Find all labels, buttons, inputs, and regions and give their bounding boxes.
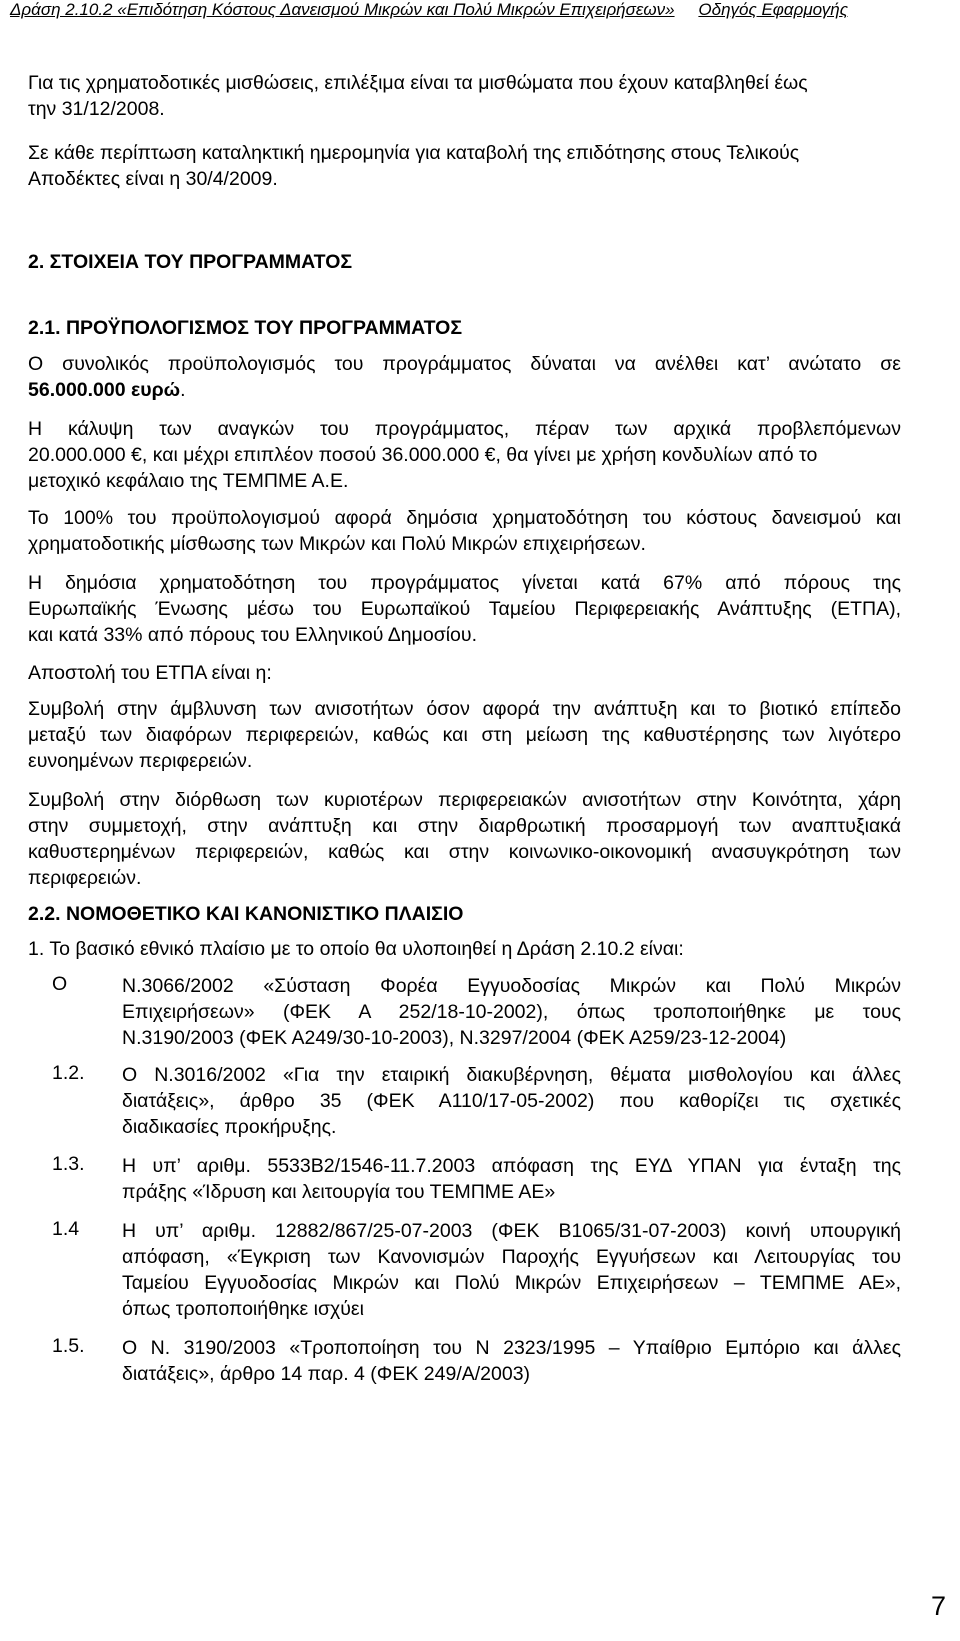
list-item: Η υπ’ αριθμ. 5533Β2/1546-11.7.2003 απόφαση της ΕΥΔ ΥΠΑΝ για ένταξη της πράξης «Ίδρυση και λειτουργία του ΤΕΜΠΜΕ ΑΕ» [122, 1155, 901, 1203]
page-number: 7 [930, 1591, 946, 1621]
paragraph-eu-funding: Η δημόσια χρηματοδότηση του προγράμματος γίνεται κατά 67% από πόρους της Ευρωπαϊκής Ένωσης μέσω του Ευρωπαϊκού Ταμείου Περιφερειακής Ανάπτυξης (ΕΤΠΑ), και κατά 33% από πόρους του Ελληνικού Δημοσίου. [28, 572, 901, 646]
list-item: Ο Ν.3016/2002 «Για την εταιρική διακυβέρνηση, θέματα μισθολογίου και άλλες διατάξεις», άρθρο 35 (ΦΕΚ Α110/17-05-2002) που καθορίζει τις σχετικές διαδικασίες προκήρυξης. [122, 1064, 901, 1138]
list-item-label: 1.3. [52, 1153, 85, 1175]
paragraph-public-funding: Το 100% του προϋπολογισμού αφορά δημόσια χρηματοδότηση του κόστους δανεισμού και χρηματοδοτικής μίσθωσης των Μικρών και Πολύ Μικρών επιχειρήσεων. [28, 507, 901, 555]
list-item-label: Ο [52, 973, 68, 995]
paragraph-leasing: Για τις χρηματοδοτικές μισθώσεις, επιλέξιμα είναι τα μισθώματα που έχουν καταβληθεί έως την 31/12/2008. [28, 72, 808, 120]
list-item: Ο Ν. 3190/2003 «Τροποποίηση του Ν 2323/1995 – Υπαίθριο Εμπόριο και άλλες διατάξεις», άρθρο 14 παρ. 4 (ΦΕΚ 249/Α/2003) [122, 1337, 901, 1385]
header-guide-label: Οδηγός Εφαρμογής [698, 0, 848, 19]
section-2-2-title: 2.2. ΝΟΜΟΘΕΤΙΚΟ ΚΑΙ ΚΑΝΟΝΙΣΤΙΚΟ ΠΛΑΙΣΙΟ [28, 903, 464, 925]
paragraph-deadline: Σε κάθε περίπτωση καταληκτική ημερομηνία για καταβολή της επιδότησης στους Τελικούς Αποδέκτες είναι η 30/4/2009. [28, 142, 800, 190]
list-item-label: 1.2. [52, 1062, 85, 1084]
budget-amount: 56.000.000 ευρώ [28, 379, 181, 401]
list-item-label: 1.5. [52, 1335, 85, 1357]
paragraph-erdf-mission: Αποστολή του ΕΤΠΑ είναι η: [28, 662, 272, 684]
paragraph-coverage: Η κάλυψη των αναγκών του προγράμματος, πέραν των αρχικά προβλεπόμενων 20.000.000 €, και μέχρι επιπλέον ποσού 36.000.000 €, θα γίνει με χρήση κονδυλίων από το μετοχικό κεφάλαιο της ΤΕΜΠΜΕ Α.Ε. [28, 418, 901, 492]
paragraph-contribution-2: Συμβολή στην διόρθωση των κυριοτέρων περιφερειακών ανισοτήτων στην Κοινότητα, χάρη στην συμμετοχή, στην ανάπτυξη και στην διαρθρωτική προσαρμογή των αναπτυξιακά καθυστερημένων περιφερειών, καθώς και στην κοινωνικο-οικονομική ανασυγκρότηση των περιφερειών. [28, 789, 901, 889]
list-item: Η υπ’ αριθμ. 12882/867/25-07-2003 (ΦΕΚ Β1065/31-07-2003) κοινή υπουργική απόφαση, «Έγκριση των Κανονισμών Παροχής Εγγυήσεων και Λειτουργίας του Ταμείου Εγγυοδοσίας Μικρών και Πολύ Μικρών Επιχειρήσεων – ΤΕΜΠΜΕ ΑΕ», όπως τροποποιήθηκε ισχύει [122, 1220, 901, 1320]
page-header [0, 0, 960, 28]
list-item: Ν.3066/2002 «Σύσταση Φορέα Εγγυοδοσίας Μικρών και Πολύ Μικρών Επιχειρήσεων» (ΦΕΚ Α 252/18-10-2002), όπως τροποποιήθηκε με τους Ν.3190/2003 (ΦΕΚ Α249/30-10-2003), Ν.3297/2004 (ΦΕΚ Α259/23-12-2004) [122, 975, 901, 1049]
paragraph-contribution-1: Συμβολή στην άμβλυνση των ανισοτήτων όσον αφορά την ανάπτυξη και το βιοτικό επίπεδο μεταξύ των διαφόρων περιφερειών, καθώς και στη μείωση της καθυστέρησης των λιγότερο ευνοημένων περιφερειών. [28, 698, 901, 772]
header-title: Δράση 2.10.2 «Επιδότηση Κόστους Δανεισμού Μικρών και Πολύ Μικρών Επιχειρήσεων» [10, 0, 675, 19]
section-2-title: 2. ΣΤΟΙΧΕΙΑ ΤΟΥ ΠΡΟΓΡΑΜΜΑΤΟΣ [28, 251, 353, 273]
paragraph-framework-intro: 1. Το βασικό εθνικό πλαίσιο με το οποίο θα υλοποιηθεί η Δράση 2.10.2 είναι: [28, 938, 684, 960]
paragraph-budget: Ο συνολικός προϋπολογισμός του προγράμματος δύναται να ανέλθει κατ’ ανώτατο σε 56.000.000 ευρώ. [28, 353, 901, 401]
section-2-1-title: 2.1. ΠΡΟΫΠΟΛΟΓΙΣΜΟΣ ΤΟΥ ΠΡΟΓΡΑΜΜΑΤΟΣ [28, 317, 463, 339]
list-item-label: 1.4 [52, 1218, 80, 1240]
